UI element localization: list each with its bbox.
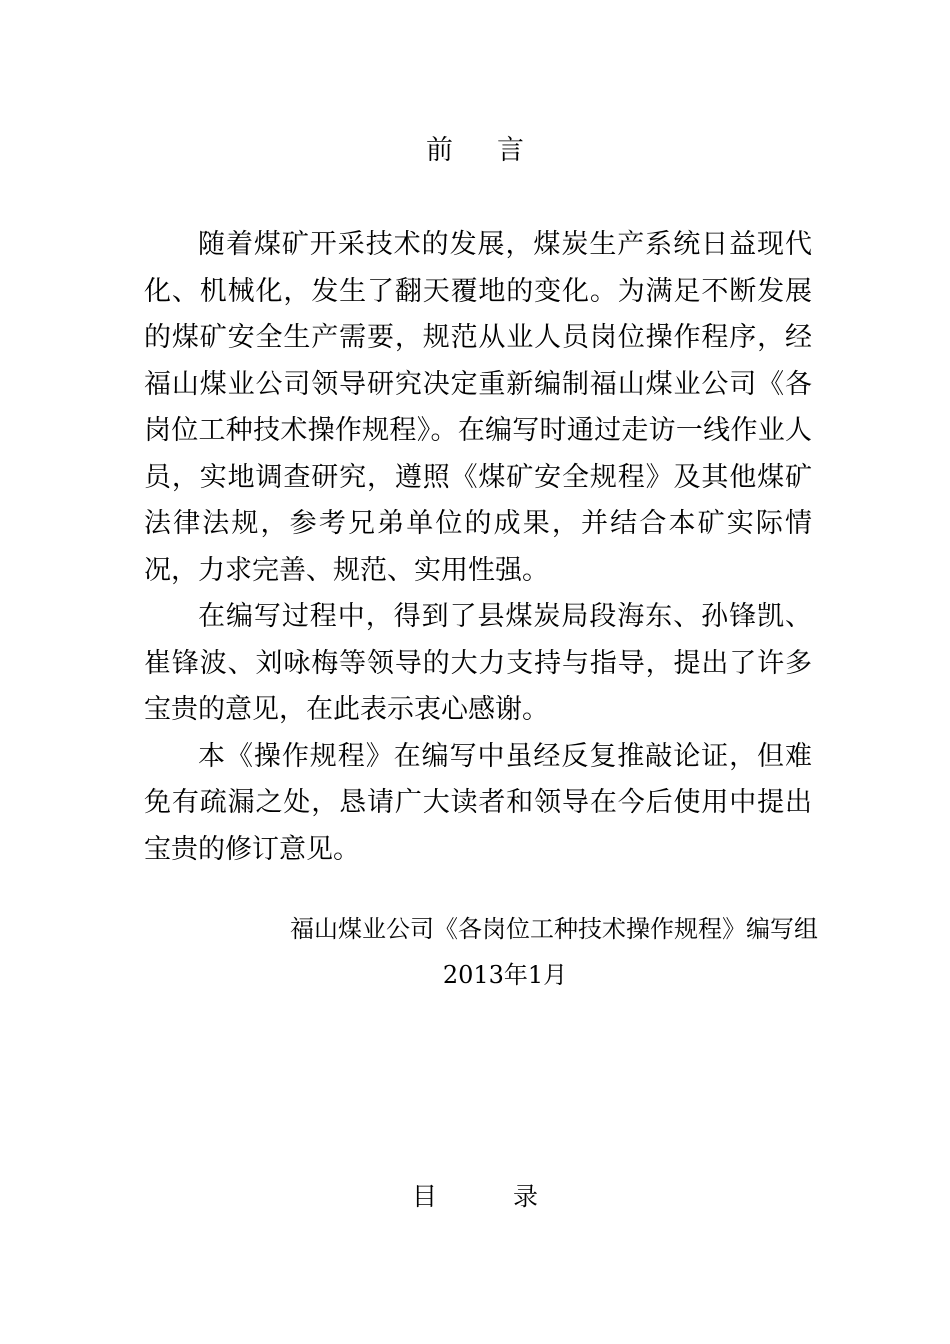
toc-title: 目录 [411,1182,614,1211]
preface-paragraph-1: 随着煤矿开采技术的发展，煤炭生产系统日益现代化、机械化，发生了翻天覆地的变化。为满足不断发展的煤矿安全生产需要，规范从业人员岗位操作程序，经福山煤业公司领导研究决定重新编制福山煤业公司《各岗位工种技术操作规程》。在编写时通过走访一线作业人员，实地调查研究，遵照《煤矿安全规程》及其他煤矿法律法规，参考兄弟单位的成果，并结合本矿实际情况，力求完善、规范、实用性强。 [144,229,812,586]
preface-title: 前言 [426,135,568,166]
signature-date: 2013年1月 [442,961,568,989]
preface-body [144,222,812,873]
preface-paragraph-2: 在编写过程中，得到了县煤炭局段海东、孙锋凯、崔锋波、刘咏梅等领导的大力支持与指导，提出了许多宝贵的意见，在此表示衷心感谢。 [144,601,812,725]
preface-paragraph-3: 本《操作规程》在编写中虽经反复推敲论证，但难免有疏漏之处，恳请广大读者和领导在今后使用中提出宝贵的修订意见。 [144,740,812,865]
signature-organization: 福山煤业公司《各岗位工种技术操作规程》编写组 [290,915,818,943]
